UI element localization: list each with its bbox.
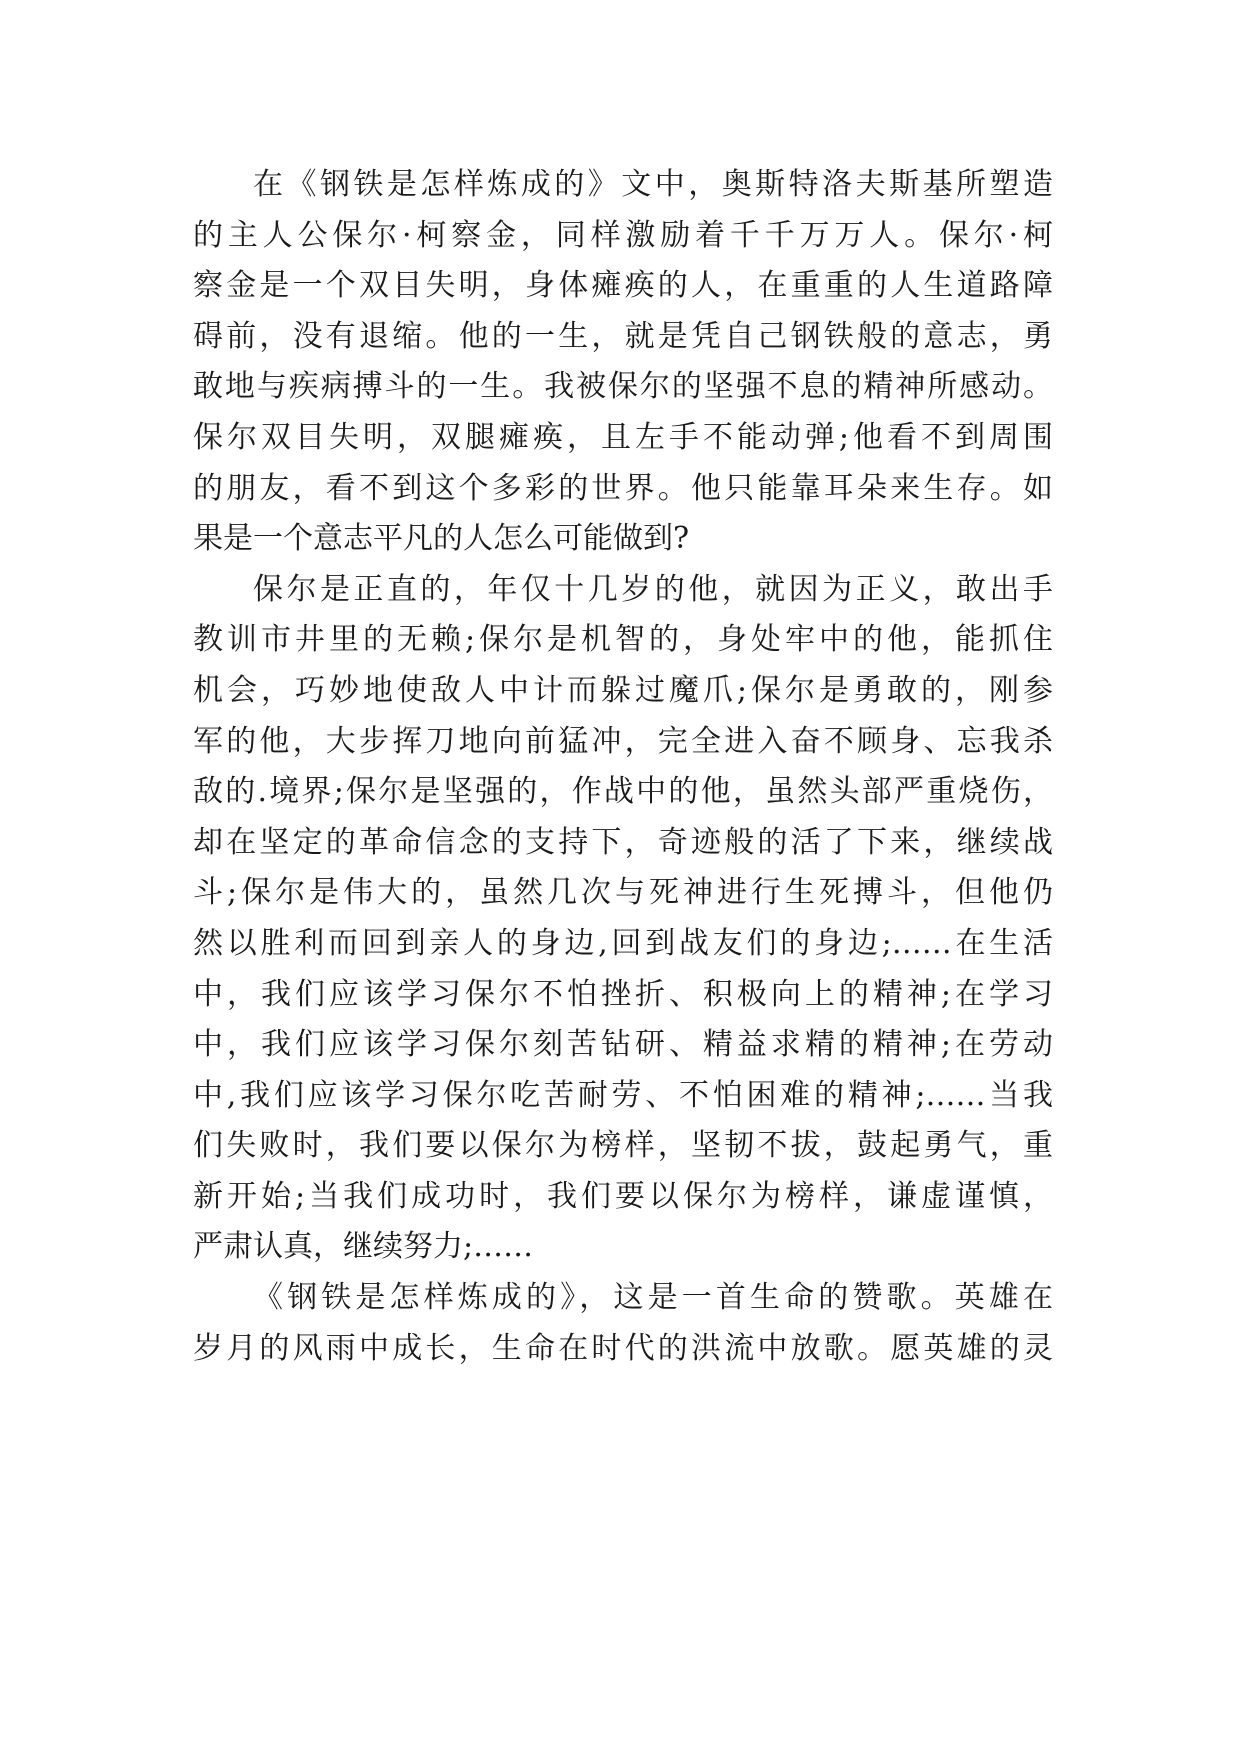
text-line: 军的他，大步挥刀地向前猛冲，完全进入奋不顾身、忘我杀: [193, 723, 1053, 759]
text-line: 在《钢铁是怎样炼成的》文中，奥斯特洛夫斯基所塑造: [253, 167, 1053, 202]
text-line: 教训市井里的无赖;保尔是机智的，身处牢中的他，能抓住: [193, 622, 1053, 658]
text-line: 碍前，没有退缩。他的一生，就是凭自己钢铁般的意志，勇: [193, 318, 1053, 354]
text-line: 察金是一个双目失明，身体瘫痪的人，在重重的人生道路障: [193, 268, 1053, 304]
text-line: 中,我们应该学习保尔吃苦耐劳、不怕困难的精神;……当我: [193, 1077, 1053, 1113]
text-line: 的主人公保尔·柯察金，同样激励着千千万万人。保尔·柯: [193, 217, 1053, 253]
text-line: 严肃认真，继续努力;……: [193, 1229, 534, 1265]
text-line: 中，我们应该学习保尔不怕挫折、积极向上的精神;在学习: [193, 976, 1053, 1012]
text-line: 的朋友，看不到这个多彩的世界。他只能靠耳朵来生存。如: [193, 470, 1053, 506]
text-line: 保尔双目失明，双腿瘫痪，且左手不能动弹;他看不到周围: [193, 419, 1053, 455]
text-line: 敌的.境界;保尔是坚强的，作战中的他，虽然头部严重烧伤，: [193, 774, 1053, 810]
text-line: 中，我们应该学习保尔刻苦钻研、精益求精的精神;在劳动: [193, 1027, 1053, 1063]
text-line: 然以胜利而回到亲人的身边,回到战友们的身边;……在生活: [193, 925, 1053, 961]
text-line: 《钢铁是怎样炼成的》，这是一首生命的赞歌。英雄在: [253, 1280, 1053, 1316]
text-line: 保尔是正直的，年仅十几岁的他，就因为正义，敢出手: [253, 571, 1053, 607]
text-line: 们失败时，我们要以保尔为榜样，坚韧不拔，鼓起勇气，重: [193, 1128, 1053, 1164]
text-line: 岁月的风雨中成长，生命在时代的洪流中放歌。愿英雄的灵: [193, 1330, 1053, 1366]
text-line: 斗;保尔是伟大的，虽然几次与死神进行生死搏斗，但他仍: [193, 875, 1053, 911]
text-line: 却在坚定的革命信念的支持下，奇迹般的活了下来，继续战: [193, 824, 1053, 860]
text-line: 新开始;当我们成功时，我们要以保尔为榜样，谦虚谨慎，: [193, 1178, 1053, 1214]
text-line: 敢地与疾病搏斗的一生。我被保尔的坚强不息的精神所感动。: [193, 369, 1053, 405]
document-body: [193, 160, 1053, 1374]
text-line: 果是一个意志平凡的人怎么可能做到?: [193, 521, 690, 557]
text-line: 机会，巧妙地使敌人中计而躲过魔爪;保尔是勇敢的，刚参: [193, 672, 1053, 708]
